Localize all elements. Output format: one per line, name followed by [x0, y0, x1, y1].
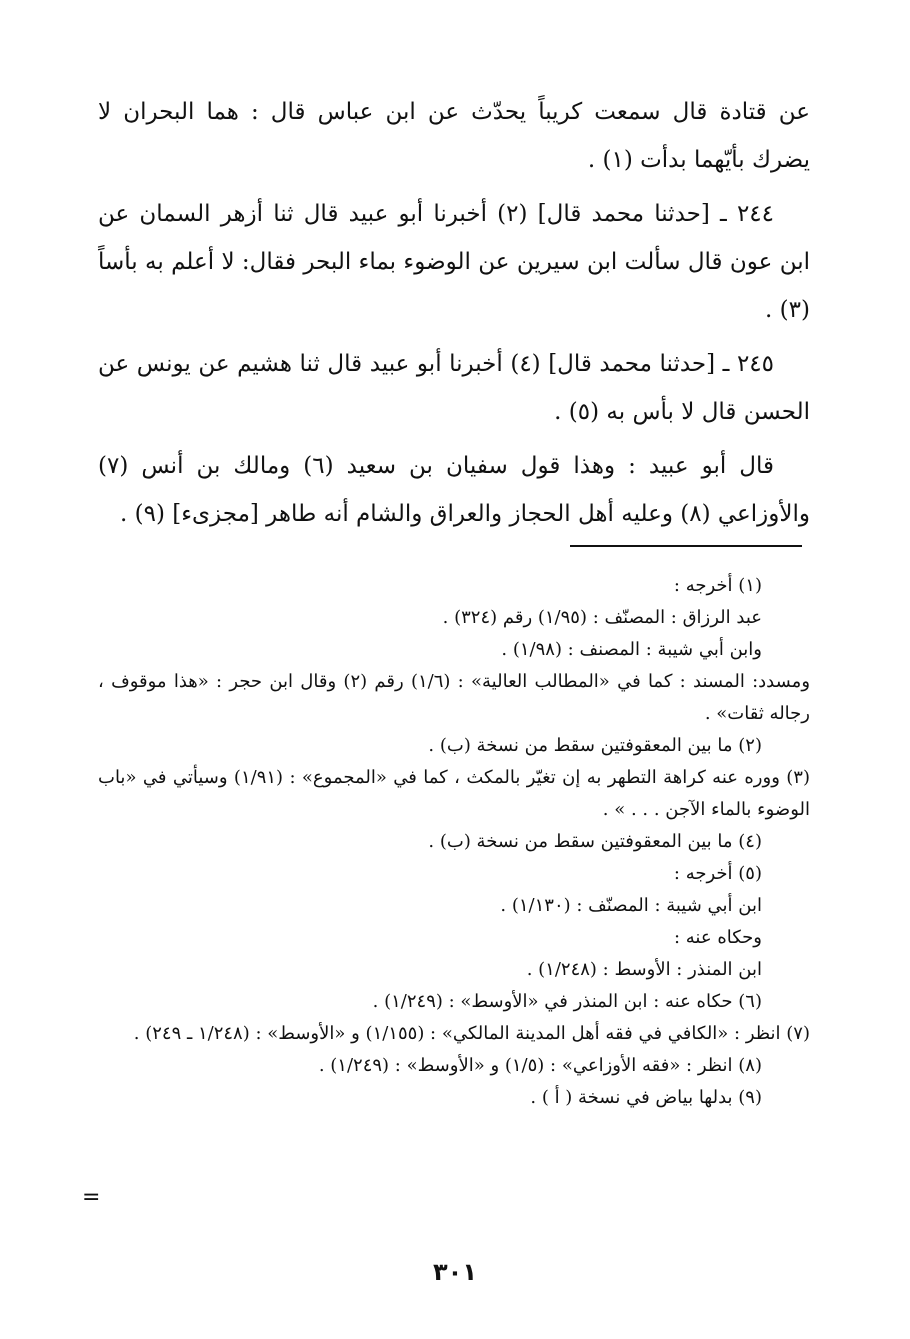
- footnote-line: (٤) ما بين المعقوفتين سقط من نسخة (ب) .: [428, 831, 762, 852]
- footnote-line: (٩) بدلها بياض في نسخة ( أ ) .: [530, 1087, 762, 1108]
- main-text: [98, 88, 810, 544]
- footnote-line: ابن أبي شيبة : المصنّف : (١/١٣٠) .: [500, 895, 762, 916]
- footnote-line: (٦) حكاه عنه : ابن المنذر في «الأوسط» : (١/٢٤٩) .: [372, 991, 762, 1012]
- footnote-line: (٢) ما بين المعقوفتين سقط من نسخة (ب) .: [428, 735, 762, 756]
- footnote-line: (٥) أخرجه :: [673, 863, 762, 884]
- footnote-divider: [570, 545, 802, 547]
- page-number: ٣٠١: [433, 1258, 477, 1286]
- paragraph-abu-ubaid: قال أبو عبيد : وهذا قول سفيان بن سعيد (٦) ومالك بن أنس (٧) والأوزاعي (٨) وعليه أهل الحجاز والعراق والشام أنه طاهر [مجزىء] (٩) .: [98, 453, 810, 527]
- footnote-line: (٧) انظر : «الكافي في فقه أهل المدينة المالكي» : (١/١٥٥) و «الأوسط» : (١/٢٤٨ ـ ٢٤٩) .: [133, 1023, 810, 1044]
- footnotes: [98, 570, 810, 1114]
- continuation-mark: =: [82, 1185, 101, 1210]
- paragraph-hadith-245: ٢٤٥ ـ [حدثنا محمد قال] (٤) أخبرنا أبو عبيد قال ثنا هشيم عن يونس عن الحسن قال لا بأس به (٥) .: [98, 351, 810, 425]
- footnote-line: عبد الرزاق : المصنّف : (١/٩٥) رقم (٣٢٤) .: [442, 607, 762, 628]
- footnote-line: ومسدد: المسند : كما في «المطالب العالية» : (١/٦) رقم (٢) وقال ابن حجر : «هذا موقوف ، رجاله ثقات» .: [98, 671, 811, 724]
- footnote-line: وابن أبي شيبة : المصنف : (١/٩٨) .: [501, 639, 762, 660]
- paragraph-continuation: عن قتادة قال سمعت كريباً يحدّث عن ابن عباس قال : هما البحران لا يضرك بأيّهما بدأت (١) .: [98, 99, 810, 173]
- footnote-line: (١) أخرجه :: [673, 575, 762, 596]
- footnote-line: (٨) انظر : «فقه الأوزاعي» : (١/٥) و «الأوسط» : (١/٢٤٩) .: [318, 1055, 762, 1076]
- footnote-line: وحكاه عنه :: [673, 927, 762, 948]
- footnote-line: (٣) ووره عنه كراهة التطهر به إن تغيّر بالمكث ، كما في «المجموع» : (١/٩١) وسيأتي في «باب الوضوء بالماء الآجن . . . » .: [98, 767, 810, 820]
- footnote-line: ابن المنذر : الأوسط : (١/٢٤٨) .: [526, 959, 762, 980]
- paragraph-hadith-244: ٢٤٤ ـ [حدثنا محمد قال] (٢) أخبرنا أبو عبيد قال ثنا أزهر السمان عن ابن عون قال سألت ابن سيرين عن الوضوء بماء البحر فقال: لا أعلم به بأساً (٣) .: [98, 201, 810, 323]
